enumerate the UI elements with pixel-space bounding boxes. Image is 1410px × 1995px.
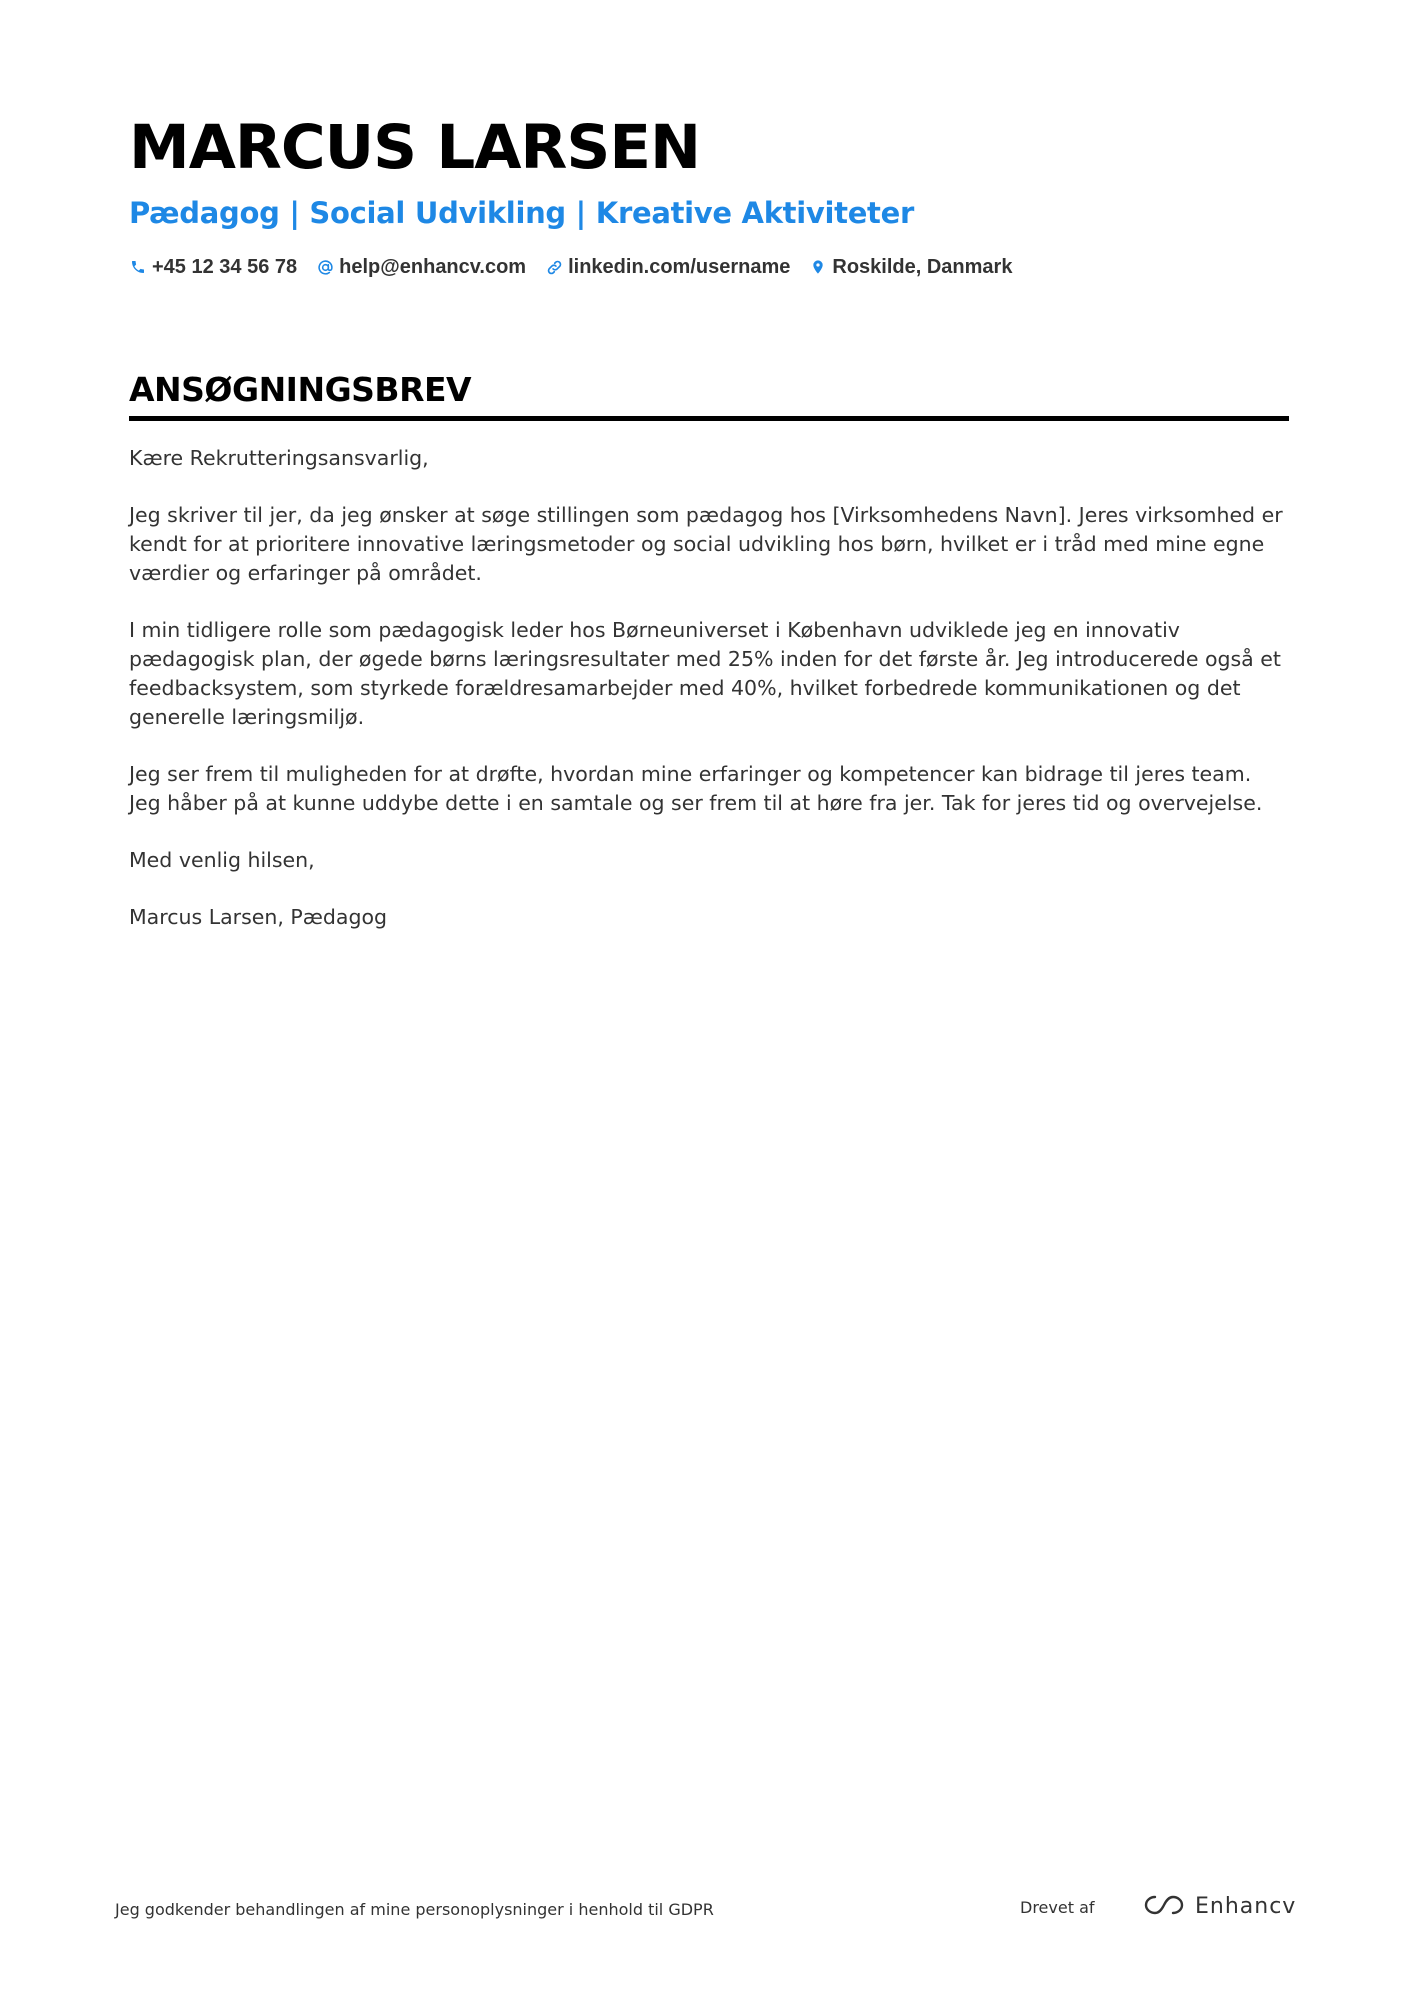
- section-divider: [129, 416, 1289, 421]
- contact-email: [316, 254, 526, 280]
- enhancv-logo-icon: [1141, 1892, 1187, 1922]
- letter-greeting: Kære Rekrutteringsansvarlig,: [129, 446, 429, 470]
- header: [129, 112, 1289, 280]
- candidate-name: MARCUS LARSEN: [129, 112, 701, 183]
- powered-by-label: Drevet af: [1020, 1898, 1095, 1917]
- phone-icon: [129, 258, 147, 276]
- letter-signature: Marcus Larsen, Pædagog: [129, 905, 388, 929]
- footer: [115, 1894, 1297, 1926]
- contact-location: [809, 254, 1012, 280]
- cover-letter-section: [129, 368, 1289, 960]
- letter-paragraph: I min tidligere rolle som pædagogisk leder hos Børneuniverset i København udviklede jeg en innovativ pædagogisk plan, der øgede børns læringsresultater med 25% inden for det første år. Jeg introducerede også et feedbacksystem, som styrkede forældresamarbejder med 40%, hvilket forbedrede kommunikationen og det generelle læringsmiljø.: [129, 618, 1281, 729]
- contact-list: [129, 254, 1289, 280]
- linkedin-url[interactable]: linkedin.com/username: [568, 256, 791, 278]
- letter-paragraph: Jeg ser frem til muligheden for at drøfte, hvordan mine erfaringer og kompetencer kan bidrage til jeres team. Jeg håber på at kunne uddybe dette i en samtale og ser frem til at høre fra jer. Tak for jeres tid og overvejelse.: [129, 762, 1263, 815]
- letter-closing: Med venlig hilsen,: [129, 848, 315, 872]
- location-text: Roskilde, Danmark: [832, 256, 1013, 278]
- link-icon: [545, 258, 563, 276]
- section-title: ANSØGNINGSBREV: [129, 370, 472, 409]
- email-address[interactable]: help@enhancv.com: [339, 256, 527, 278]
- candidate-title: Pædagog | Social Udvikling | Kreative Aktiviteter: [129, 196, 914, 230]
- letter-paragraph: Jeg skriver til jer, da jeg ønsker at søge stillingen som pædagog hos [Virksomhedens Navn]. Jeres virksomhed er kendt for at prioritere innovative læringsmetoder og social udvikling hos børn, hvilket er i tråd med mine egne værdier og erfaringer på området.: [129, 503, 1283, 585]
- gdpr-note: Jeg godkender behandlingen af mine personoplysninger i henhold til GDPR: [115, 1900, 714, 1919]
- contact-linkedin: [545, 254, 790, 280]
- enhancv-logo[interactable]: [1141, 1892, 1296, 1922]
- at-icon: [316, 258, 334, 276]
- location-pin-icon: [809, 258, 827, 276]
- contact-phone: [129, 254, 297, 280]
- enhancv-brand-name: Enhancv: [1195, 1894, 1297, 1919]
- phone-number[interactable]: +45 12 34 56 78: [152, 256, 298, 278]
- letter-body: [129, 444, 1289, 932]
